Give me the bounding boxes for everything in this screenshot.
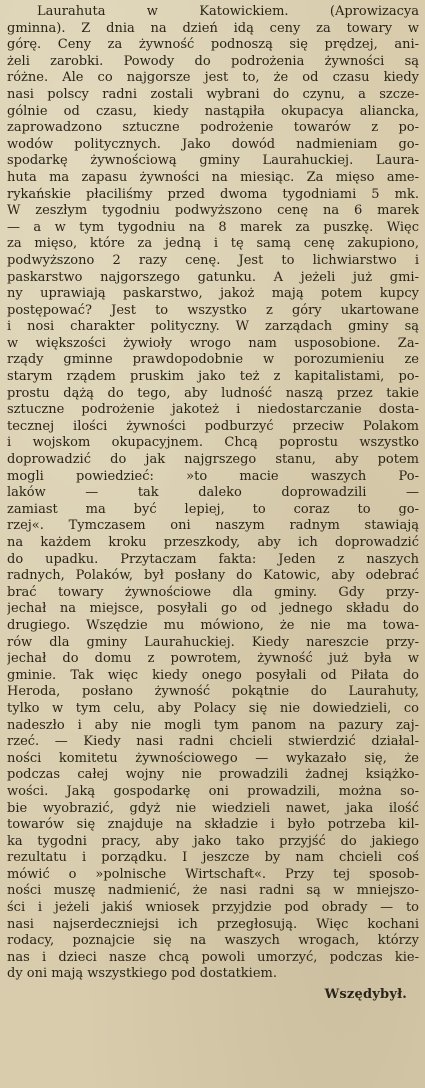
- article-text-line: W zeszłym tygodniu podwyższono cenę na 6 marek: [7, 203, 419, 219]
- article-text-line: ności muszę nadmienić, że nasi radni są w mniejszo-: [7, 883, 419, 899]
- article-text-line: paskarstwo najgorszego gatunku. A jeżeli już gmi-: [7, 269, 419, 285]
- article-text-line: nasi najserdeczniejsi ich przegłosują. Więc kochani: [7, 916, 419, 932]
- article-text-line: gminna). Z dnia na dzień idą ceny za towary w: [7, 20, 419, 36]
- article-text-line: gólnie od czasu, kiedy nastąpiła okupacya aliancka,: [7, 103, 419, 119]
- article-text-line: postępować? Jest to wszystko z góry ukartowane: [7, 302, 419, 318]
- article-text-line: mówić o »polnische Wirtschaft«. Przy tej sposob-: [7, 866, 419, 882]
- article-text-line: żeli zarobki. Powody do podrożenia żywności są: [7, 53, 419, 69]
- article-text-line: laków — tak daleko doprowadzili —: [7, 485, 419, 501]
- article-text-line: sztuczne podrożenie jakoteż i niedostarczanie dosta-: [7, 402, 419, 418]
- article-text-line: rodacy, poznajcie się na waszych wrogach, którzy: [7, 933, 419, 949]
- article-text-line: brać towary żywnościowe dla gminy. Gdy przy-: [7, 584, 419, 600]
- article-text-line: gminie. Tak więc kiedy onego posyłali od Piłata do: [7, 667, 419, 683]
- article-text-line: drugiego. Wszędzie mu mówiono, że nie ma towa-: [7, 617, 419, 633]
- article-text-line: za mięso, które za jedną i tę samą cenę zakupiono,: [7, 236, 419, 252]
- article-text-line: w większości żywioły wrogo nam usposobione. Za-: [7, 335, 419, 351]
- article-text-line: rzeć. — Kiedy nasi radni chcieli stwierdzić działal-: [7, 734, 419, 750]
- article-text-line: podczas całej wojny nie prowadzili żadnej książko-: [7, 767, 419, 783]
- article-text-line: ści i jeżeli jakiś wniosek przyjdzie pod obrady — to: [7, 900, 419, 916]
- article-text-line: — a w tym tygodniu na 8 marek za puszkę. Więc: [7, 219, 419, 235]
- article-text-line: rezultatu i porządku. I jeszcze by nam chcieli coś: [7, 850, 419, 866]
- article-text-line: spodarkę żywnościową gminy Laurahuckiej. Laura-: [7, 153, 419, 169]
- article-text-line: wodów politycznych. Jako dowód nadmieniam go-: [7, 136, 419, 152]
- article-text-line: nadeszło i aby nie mogli tym panom na pazury zaj-: [7, 717, 419, 733]
- article-text-line: rów dla gminy Laurahuckiej. Kiedy nareszcie przy-: [7, 634, 419, 650]
- article-text-line: jechał na miejsce, posyłali go od jednego składu do: [7, 601, 419, 617]
- article-text-line: jechał do domu z powrotem, żywność już była w: [7, 651, 419, 667]
- article-text-line: starym rządem pruskim jako też z kapitalistami, po-: [7, 369, 419, 385]
- article-text-line: do upadku. Przytaczam fakta: Jeden z naszych: [7, 551, 419, 567]
- article-text-line: dy oni mają wszystkiego pod dostatkiem.: [7, 966, 277, 982]
- article-text-line: zamiast ma być lepiej, to coraz to go-: [7, 501, 419, 517]
- article-text-line: ka tygodni pracy, aby jako tako przyjść do jakiego: [7, 833, 419, 849]
- article-text-line: huta ma zapasu żywności na miesiąc. Za mięso ame-: [7, 169, 419, 185]
- article-text-line: na każdem kroku przeszkody, aby ich doprowadzić: [7, 535, 419, 550]
- article-text-line: mogli powiedzieć: »to macie waszych Po-: [7, 468, 419, 484]
- article-text-line: prostu dążą do tego, aby ludność naszą przez takie: [7, 385, 419, 401]
- article-text-line: doprowadzić do jak najgrszego stanu, aby potem: [7, 452, 419, 468]
- article-text-line: towarów się znajduje na składzie i było potrzeba kil-: [7, 817, 419, 833]
- article-text-line: radnych, Polaków, był posłany do Katowic, aby odebrać: [7, 568, 419, 584]
- article-text-line: nas i dzieci nasze chcą powoli umorzyć, podczas kie-: [7, 949, 419, 965]
- article-text-line: wości. Jaką gospodarkę oni prowadzili, można so-: [7, 783, 419, 799]
- article-text-line: zaprowadzono sztuczne podrożenie towarów z po-: [7, 120, 419, 136]
- article-text-line: i nosi charakter polityczny. W zarządach gminy są: [7, 319, 419, 335]
- article-headline-line: Laurahuta w Katowickiem. (Aprowizacya: [37, 4, 419, 19]
- article-signature: Wszędybył.: [324, 987, 407, 1003]
- article-text-line: rykańskie płaciliśmy przed dwoma tygodniami 5 mk.: [7, 186, 419, 202]
- article-text-line: nasi polscy radni zostali wybrani do czynu, a szcze-: [7, 86, 419, 102]
- article-text-line: bie wyobrazić, gdyż nie wiedzieli nawet, jaka ilość: [7, 800, 419, 816]
- article-text-line: górę. Ceny za żywność podnoszą się prędzej, ani-: [7, 37, 419, 53]
- article-text-line: Heroda, posłano żywność pokątnie do Laurahuty,: [7, 684, 419, 700]
- article-text-line: podwyższono 2 razy cenę. Jest to lichwiarstwo i: [7, 252, 419, 268]
- article-text-line: ny uprawiają paskarstwo, jakoż mają potem kupcy: [7, 286, 419, 302]
- article-text-line: ności komitetu żywnościowego — wykazało się, że: [7, 750, 419, 766]
- article-text-line: i wojskom okupacyjnem. Chcą poprostu wszystko: [7, 435, 419, 451]
- article-text-line: tylko w tym celu, aby Polacy się nie dowiedzieli, co: [7, 700, 419, 716]
- article-text-line: rządy gminne prawdopodobnie w porozumieniu ze: [7, 352, 419, 368]
- article-text-line: różne. Ale co najgorsze jest to, że od czasu kiedy: [7, 70, 419, 86]
- article-text-line: tecznej ilości żywności podburzyć przeciw Polakom: [7, 418, 419, 434]
- article-body: [7, 4, 419, 983]
- article-text-line: rzej«. Tymczasem oni naszym radnym stawiają: [7, 518, 419, 534]
